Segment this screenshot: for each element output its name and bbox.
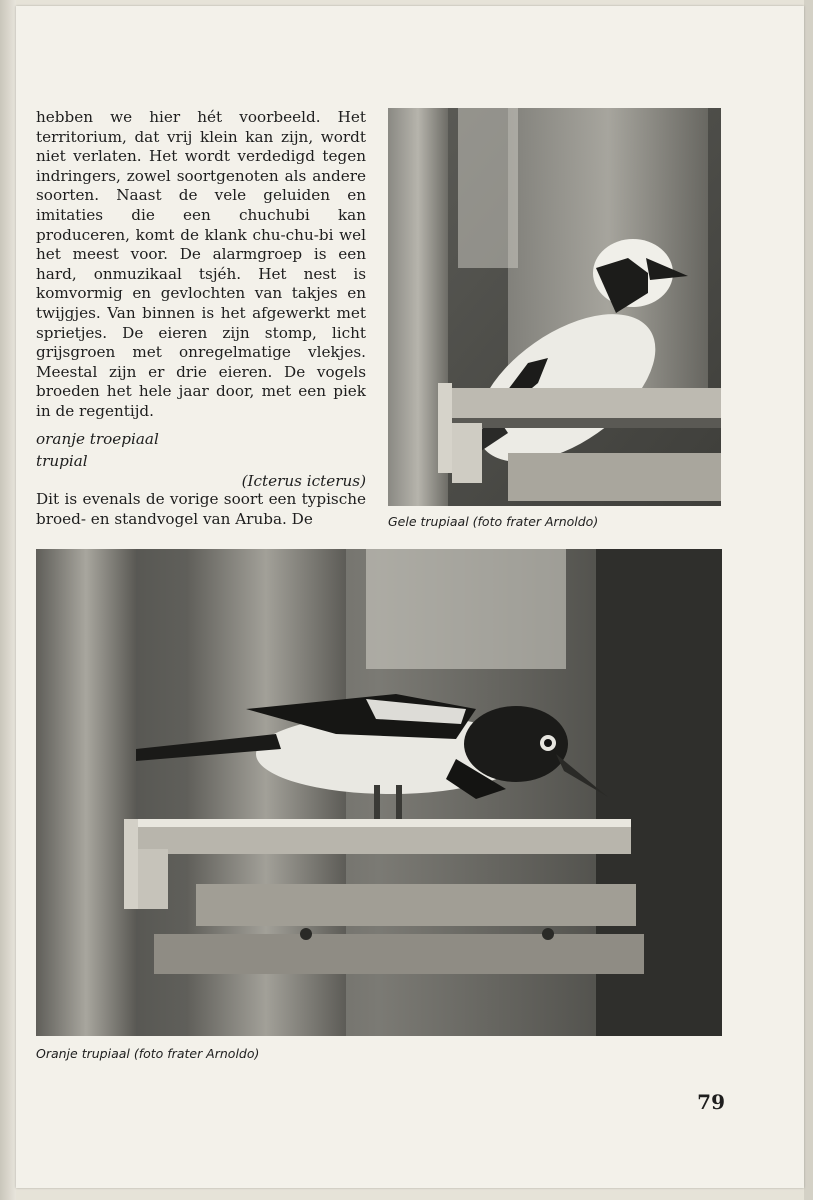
species-name-scientific: (Icterus icterus) [241, 472, 366, 490]
page-number: 79 [697, 1090, 725, 1114]
species-name-dutch: oranje troepiaal [36, 430, 159, 448]
body-paragraph-2 [36, 490, 366, 529]
caption-bottom-photo: Oranje trupiaal (foto frater Arnoldo) [36, 1046, 260, 1061]
caption-top-photo: Gele trupiaal (foto frater Arnoldo) [388, 514, 599, 529]
paragraph-text: hebben we hier hét voorbeeld. Het territorium, dat vrij klein kan zijn, wordt niet verlaten. Het wordt verdedigd tegen indringers, zowel soortgenoten als andere soorten. Naast de vele geluiden en imitaties die een chuchubi kan produceren, komt de klank chu-chu-bi wel het meest voor. De alarmgroep is een hard, onmuzikaal tsjéh. Het nest is komvormig en gevlochten van takjes en twijgjes. Van binnen is het afgewerkt met sprietjes. De eieren zijn stomp, licht grijsgroen met onregelmatige vlekjes. Meestal zijn er drie eieren. De vogels broeden het hele jaar door, met een piek in de regentijd. [36, 108, 366, 420]
bird-photo-illustration [36, 549, 722, 1036]
photo-oranje-trupiaal [36, 549, 722, 1036]
paragraph-text: Dit is evenals de vorige soort een typische broed- en standvogel van Aruba. De [36, 490, 366, 528]
page-edge [804, 0, 813, 1200]
body-paragraph-1 [36, 108, 366, 422]
species-name-local: trupial [36, 452, 88, 470]
book-binding [0, 0, 16, 1200]
photo-gele-trupiaal [388, 108, 721, 506]
bird-photo-illustration [388, 108, 721, 506]
